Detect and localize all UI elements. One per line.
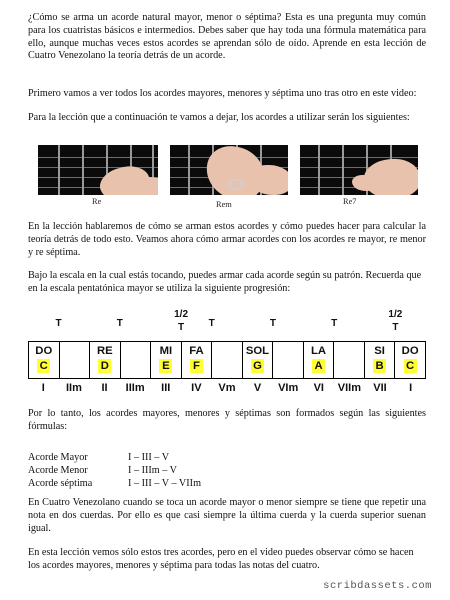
- step-label: T: [178, 322, 185, 333]
- formula-value: I – III – V – VIIm: [128, 477, 202, 489]
- note-name: RE: [96, 345, 113, 357]
- note-cell: [182, 342, 213, 378]
- note-letter: D: [98, 359, 111, 373]
- degree-label: VI: [313, 382, 324, 394]
- note-letter: G: [251, 359, 264, 373]
- note-cell: [151, 342, 182, 378]
- note-cell: [60, 342, 91, 378]
- note-name: SI: [374, 345, 385, 357]
- formula-name: Acorde séptima: [28, 477, 93, 489]
- note-letter: C: [404, 359, 417, 373]
- note-name: LA: [311, 345, 327, 357]
- step-label: T: [208, 318, 215, 329]
- chord-caption-re7: Re7: [343, 197, 357, 206]
- degree-label: II: [101, 382, 108, 394]
- degree-label: I: [409, 382, 413, 394]
- note-cell: [395, 342, 425, 378]
- note-cell: [29, 342, 60, 378]
- intro-paragraph: ¿Cómo se arma un acorde natural mayor, menor o séptima? Esta es una pregunta muy común para los cuatristas básicos e intermedios. Debes saber que hay toda una fórmula matemática para ello, aunque muchas veces estos acordes se aprendan sólo de oído. Aprende en esta lección de Cuatro Venezolano la teoría detrás de un acorde.: [28, 12, 426, 62]
- note-cell: [304, 342, 335, 378]
- note-name: [212, 344, 242, 359]
- degree-label: IIm: [65, 382, 82, 394]
- formula-name: Acorde Menor: [28, 464, 88, 476]
- note-letter: B: [373, 359, 386, 373]
- note-name: [60, 344, 90, 359]
- degree-label: VIm: [278, 382, 299, 394]
- degree-label: VII: [373, 382, 387, 394]
- note-name: [121, 344, 151, 359]
- chord-photo-re: [38, 145, 158, 195]
- degree-label: I: [41, 382, 45, 394]
- degree-label: IIIm: [125, 382, 145, 394]
- chords-intro-paragraph: Para la lección que a continuación te vamos a dejar, los acordes a utilizar serán los siguientes:: [28, 112, 410, 123]
- note-letter: F: [190, 359, 203, 373]
- degree-label: IV: [191, 382, 202, 394]
- formula-name: Acorde Mayor: [28, 452, 88, 463]
- watermark: scribdassets.com: [323, 580, 432, 592]
- note-name: [273, 344, 303, 359]
- degree-label: III: [161, 382, 171, 394]
- degree-row: [28, 382, 426, 394]
- formulas-intro-paragraph: Por lo tanto, los acordes mayores, menores y séptimas son formados según las siguientes fórmulas:: [28, 408, 426, 432]
- cuatro-paragraph: En Cuatro Venezolano cuando se toca un acorde mayor o menor siempre se tiene que repetir una nota en dos cuerdas. Por ello es que casi siempre la última cuerda y la cuerda superior suenan igual.: [28, 497, 426, 534]
- step-label: T: [269, 318, 276, 329]
- step-label: 1/2: [174, 309, 189, 320]
- note-grid: [28, 341, 426, 379]
- step-label: T: [116, 318, 123, 329]
- chord-photo-rem: [170, 145, 288, 195]
- step-label: 1/2: [388, 309, 403, 320]
- degree-label: V: [253, 382, 262, 394]
- formula-table: [28, 452, 201, 490]
- note-name: [334, 344, 364, 359]
- note-letter: C: [37, 359, 50, 373]
- lesson-paragraph: En la lección hablaremos de cómo se arman estos acordes y cómo puedes hacer para calcular la teoría detrás de todo esto. Veamos ahora cómo armar acordes con los acordes re mayor, re menor y re séptima.: [28, 221, 426, 258]
- note-name: DO: [401, 345, 419, 357]
- scale-intro-paragraph: Bajo la escala en la cual estás tocando, puedes armar cada acorde según su patrón. Recuerda que en la escala pentatónica mayor se utiliza la siguiente progresión:: [28, 270, 422, 294]
- note-name: MI: [159, 345, 173, 357]
- formula-value: I – IIIm – V: [128, 464, 178, 476]
- video-intro-paragraph: Primero vamos a ver todos los acordes mayores, menores y séptima uno tras otro en este video:: [28, 88, 417, 99]
- step-label: T: [392, 322, 399, 333]
- note-name: DO: [35, 345, 53, 357]
- chord-caption-rem: Rem: [216, 200, 232, 209]
- chord-caption-re: Re: [92, 197, 102, 206]
- formula-row: [28, 465, 201, 478]
- formula-row: [28, 478, 201, 491]
- note-cell: [334, 342, 365, 378]
- note-cell: [243, 342, 274, 378]
- note-name: FA: [189, 345, 204, 357]
- degree-label: Vm: [218, 382, 236, 394]
- note-cell: [212, 342, 243, 378]
- formula-value: I – III – V: [128, 452, 170, 463]
- note-name: SOL: [245, 345, 270, 357]
- note-letter: E: [159, 359, 172, 373]
- note-cell: [121, 342, 152, 378]
- formula-row: [28, 452, 201, 465]
- note-cell: [273, 342, 304, 378]
- chord-photo-re7: [300, 145, 418, 195]
- note-cell: [90, 342, 121, 378]
- degree-label: VIIm: [337, 382, 362, 394]
- note-letter: A: [312, 359, 325, 373]
- note-cell: [365, 342, 396, 378]
- step-label: T: [331, 318, 338, 329]
- closing-paragraph: En esta lección vemos sólo estos tres acordes, pero en el video puedes observar cómo se hacen los acordes mayores, menores y séptima para todas las notas del cuatro.: [28, 547, 414, 571]
- step-label: T: [55, 318, 62, 329]
